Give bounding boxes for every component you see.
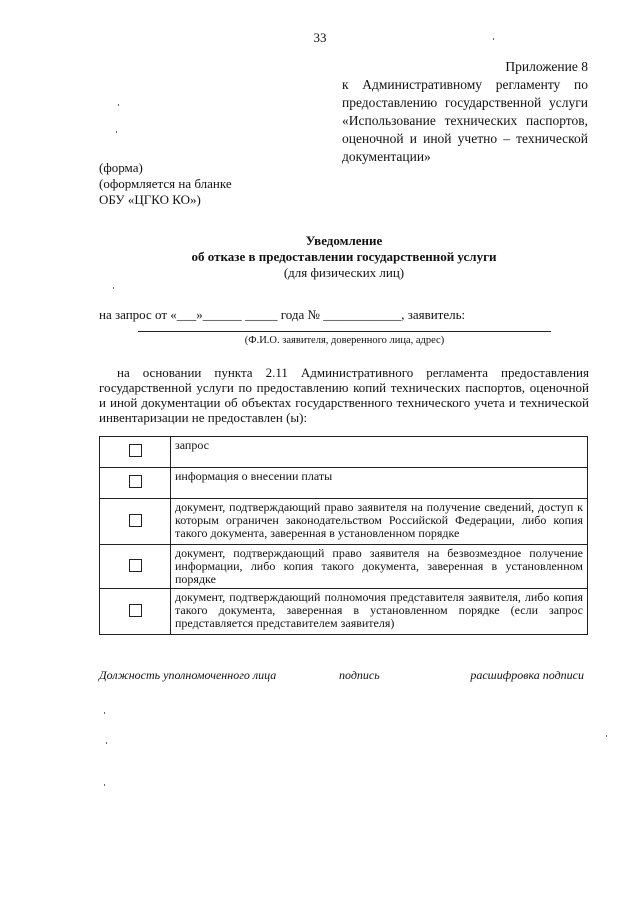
title-line-3: (для физических лиц) [283,265,405,280]
title-line-2: об отказе в предоставлении государственной услуги [191,249,497,264]
checkbox-request[interactable] [129,444,142,457]
appendix-text: к Административному регламенту по предоставлению государственной услуги «Использование технических паспортов, оценочной и иной учетно – технической документации» [342,77,588,164]
document-item: документ, подтверждающий право заявителя на безвозмездное получение информации, либо копия такого документа, заверенная в установленном порядке [171,545,588,589]
page-number: 33 [313,30,327,45]
signature-position-label: Должность уполномоченного лица [99,668,277,682]
title-line-1: Уведомление [305,233,383,248]
form-note-line-1: (форма) [99,160,143,175]
table-row [100,437,588,468]
checkbox-payment[interactable] [129,475,142,488]
table-row [100,545,588,589]
table-row [100,589,588,635]
checkbox-free-info[interactable] [129,559,142,572]
signature-decoding-label: расшифровка подписи [470,668,584,682]
document-item: запрос [171,437,588,468]
document-item: документ, подтверждающий полномочия представителя заявителя, либо копия такого документа, заверенная в установленном порядке (если запрос представляется представителем заявителя) [171,589,588,635]
fio-caption: (Ф.И.О. заявителя, доверенного лица, адрес) [244,335,445,346]
appendix-number: Приложение 8 [505,59,588,74]
form-note-line-2: (оформляется на бланке [99,176,232,191]
form-note-line-3: ОБУ «ЦГКО КО») [99,192,201,207]
table-row [100,499,588,545]
document-item: информация о внесении платы [171,468,588,499]
checkbox-representative[interactable] [129,604,142,617]
basis-paragraph: на основании пункта 2.11 Административного регламента предоставления государственной услуги по предоставлению копий технических паспортов, оценочной и иной документации об объектах государственного технического учета и технической инвентаризации не предоставлен (ы): [99,365,589,425]
documents-table [99,436,588,635]
table-row [100,468,588,499]
signature-sign-label: подпись [339,668,380,682]
document-item: документ, подтверждающий право заявителя на получение сведений, доступ к которым ограничен законодательством Российской Федерации, либо копия такого документа, заверенная в установленном порядке [171,499,588,545]
form-note [99,160,232,208]
request-line: на запрос от «___»______ _____ года № ____________, заявитель: [99,307,466,322]
fio-underline [138,331,551,332]
document-title [99,233,589,281]
checkbox-access-right[interactable] [129,514,142,527]
appendix-block [342,58,588,166]
